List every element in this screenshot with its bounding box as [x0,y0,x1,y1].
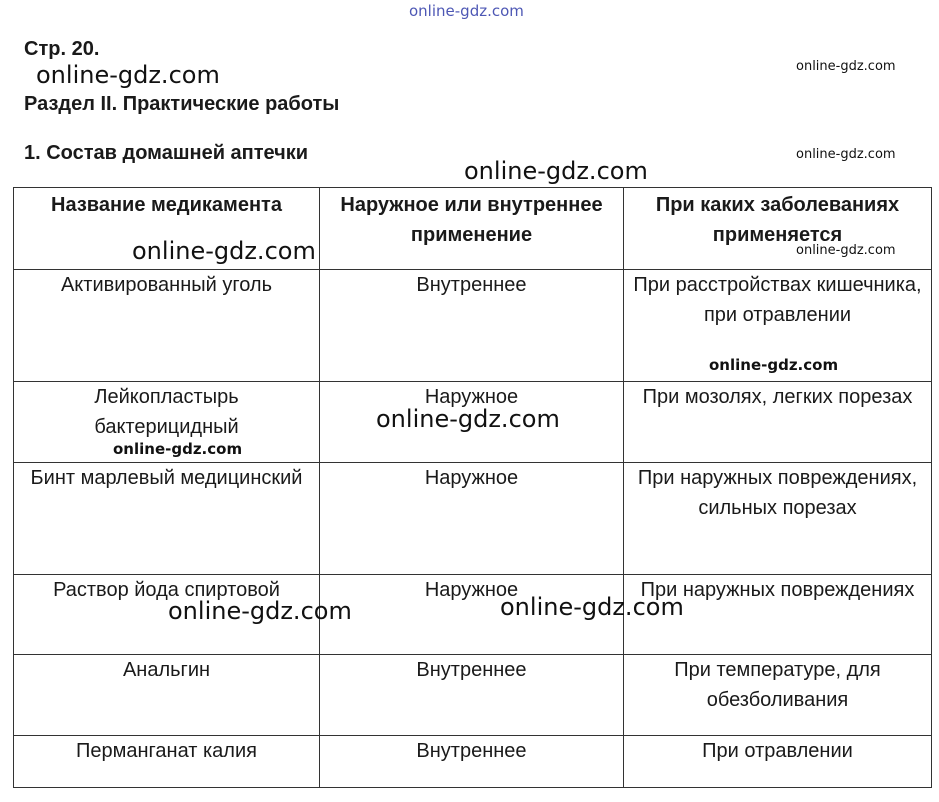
cell-medicine: Лейкопластырь бактерицидный [14,382,320,463]
cell-medicine: Бинт марлевый медицинский [14,463,320,575]
cell-medicine: Анальгин [14,655,320,736]
page-label: Стр. 20. [24,38,100,60]
watermark: online-gdz.com [796,59,896,74]
cell-diseases: При наружных повреждениях, сильных порезах [624,463,932,575]
cell-diseases: При наружных повреждениях [624,575,932,655]
table-row [14,463,932,575]
watermark: online-gdz.com [796,147,896,162]
cell-medicine: Перманганат калия [14,736,320,788]
cell-application: Внутреннее [320,736,624,788]
watermark: online-gdz.com [709,356,839,374]
cell-diseases: При расстройствах кишечника, при отравлении [624,270,932,382]
watermark: online-gdz.com [409,2,524,20]
watermark: online-gdz.com [168,597,352,625]
cell-application: Наружное [320,575,624,655]
header-application: Наружное или внутреннее применение [320,188,624,270]
table-row [14,736,932,788]
cell-application: Внутреннее [320,270,624,382]
cell-application: Внутреннее [320,655,624,736]
watermark: online-gdz.com [464,157,648,185]
header-diseases: При каких заболеваниях применяется [624,188,932,270]
cell-application: Наружное [320,463,624,575]
cell-medicine: Раствор йода спиртовой [14,575,320,655]
table-row [14,575,932,655]
work-title: 1. Состав домашней аптечки [24,142,309,164]
cell-medicine: Активированный уголь [14,270,320,382]
watermark: online-gdz.com [500,593,684,621]
watermark: online-gdz.com [796,243,896,258]
watermark: online-gdz.com [36,61,220,89]
section-title: Раздел II. Практические работы [24,93,340,115]
medicine-table [13,187,931,788]
cell-diseases: При отравлении [624,736,932,788]
cell-diseases: При мозолях, легких порезах [624,382,932,463]
watermark: online-gdz.com [113,440,243,458]
cell-diseases: При температуре, для обезболивания [624,655,932,736]
watermark: online-gdz.com [376,405,560,433]
header-medicine-name: Название медикамента [14,188,320,270]
table-row [14,655,932,736]
watermark: online-gdz.com [132,237,316,265]
cell-application: Наружное [320,382,624,463]
